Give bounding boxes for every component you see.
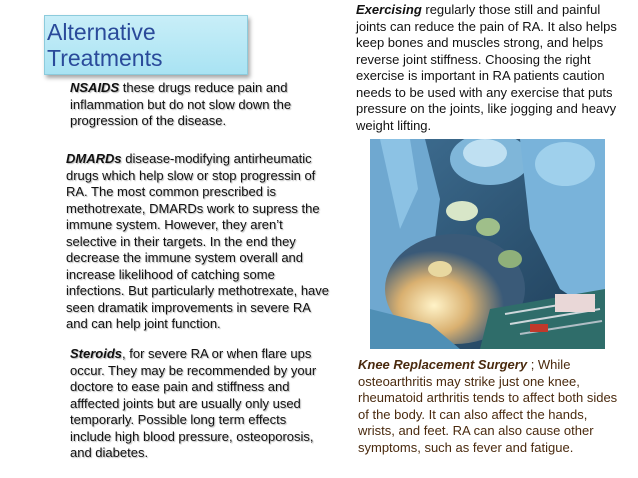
- steroids-term: Steroids: [70, 346, 123, 361]
- steroids-paragraph: [70, 346, 330, 462]
- title-box: [44, 15, 248, 75]
- knee-paragraph: [358, 357, 620, 456]
- page-title: Alternative Treatments: [47, 19, 163, 71]
- steroids-text: , for severe RA or when flare ups occur. They may be recommended by your doctore to ease pain and stiffness and afffected joints but are usually only used temporarly. Possible long term effects include high blood pressure, osteoporosis, and diabetes.: [70, 346, 317, 460]
- exercising-text: regularly those still and painful joints can reduce the pain of RA. It also helps keep bones and muscles strong, and helps reverse joint stiffness. Choosing the right exercise is important in RA patients caution needs to be used with any exercise that puts pressure on the joints, like jogging and heavy weight lifting.: [356, 2, 617, 133]
- knee-text: ; While osteoarthritis may strike just one knee, rheumatoid arthritis tends to affect both sides of the body. It can also affect the hands, wrists, and feet. RA can also cause other symptoms, such as fever and fatigue.: [358, 357, 618, 455]
- nsaids-term: NSAIDS: [70, 80, 120, 95]
- knee-term: Knee Replacement Surgery: [358, 357, 528, 372]
- nsaids-paragraph: [70, 80, 340, 130]
- surgery-photo: [370, 139, 605, 349]
- dmards-paragraph: [66, 151, 332, 333]
- exercising-term: Exercising: [356, 2, 422, 17]
- dmards-text: disease-modifying antirheumatic drugs which help slow or stop progressin of RA. The most common prescribed is methotrexate, DMARDs work to supress the immune system. However, they aren’t selective in their targets. In the end they decrease the immune system overall and increase likelihood of catching some infections. But particularly methotrexate, have seen dramatik improvements in severe RA and can help joint function.: [66, 151, 330, 331]
- nsaids-text: these drugs reduce pain and inflammation but do not slow down the progression of the disease.: [70, 80, 292, 128]
- surgery-photo-icon: [370, 139, 605, 349]
- dmards-term: DMARDs: [66, 151, 122, 166]
- exercising-paragraph: [356, 2, 618, 134]
